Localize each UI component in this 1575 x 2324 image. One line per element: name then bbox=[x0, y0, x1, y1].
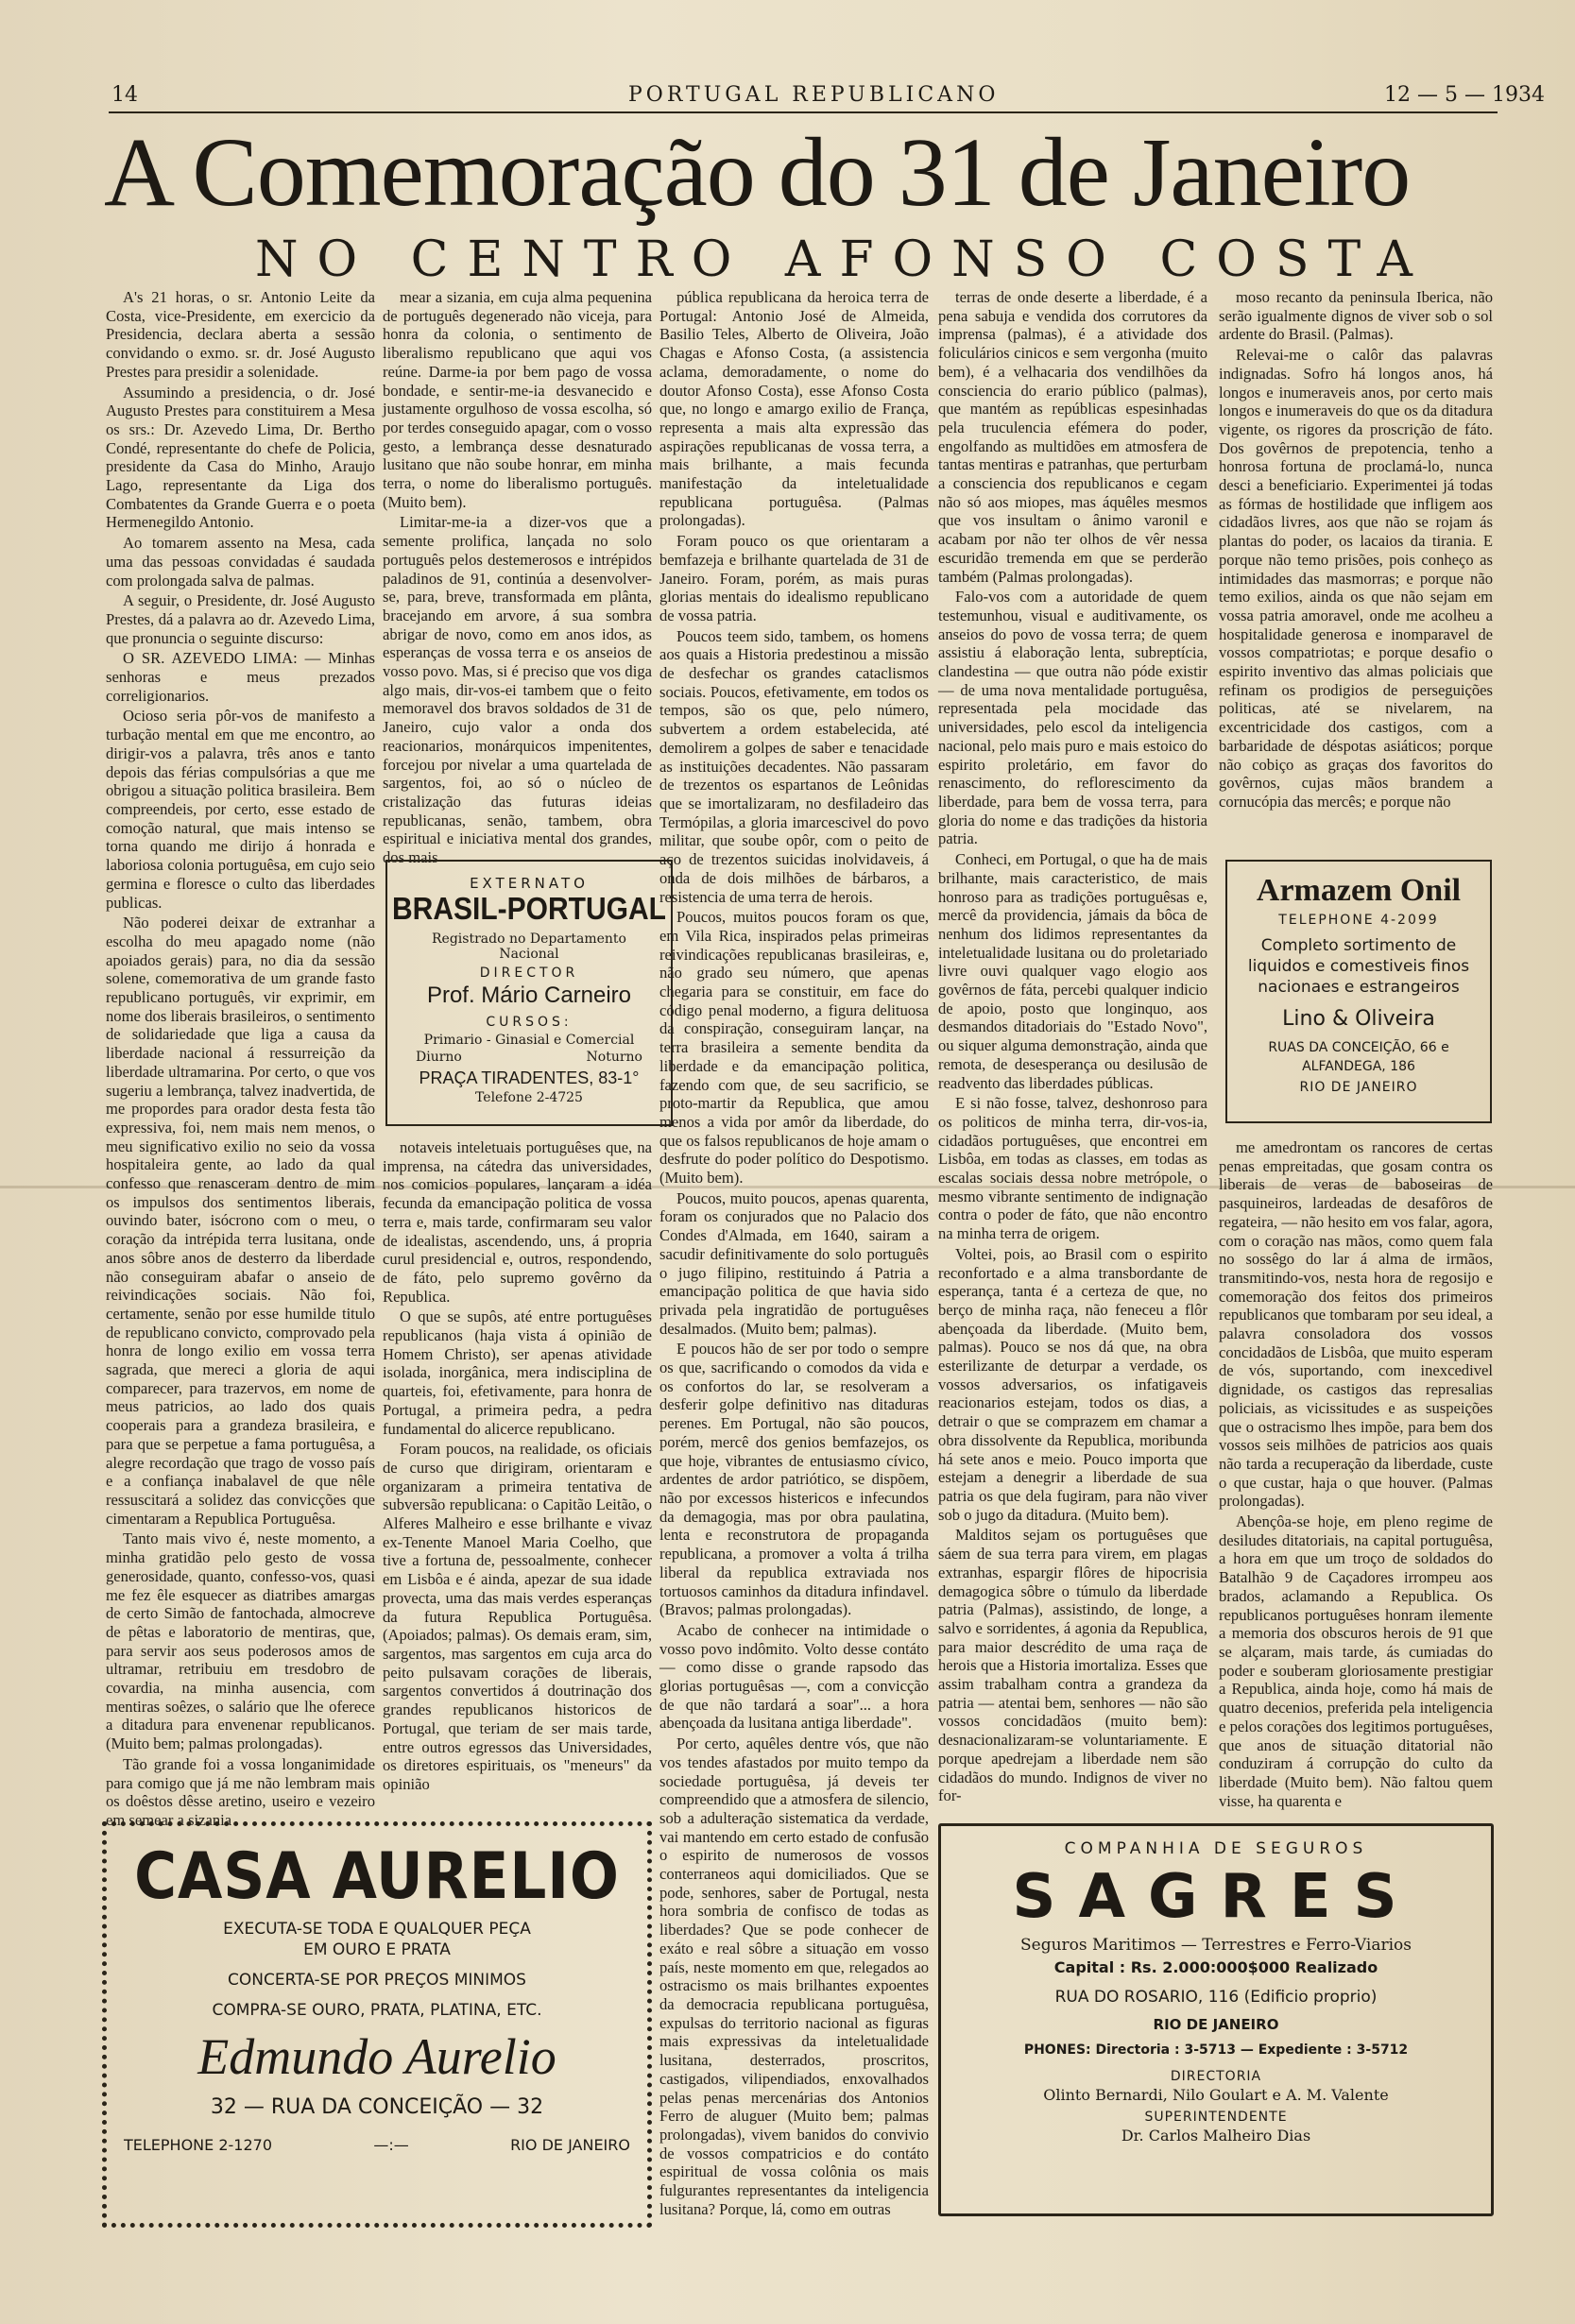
ad-casa-aurelio bbox=[102, 1821, 652, 2228]
ad-store-name: Armazem Onil bbox=[1256, 873, 1462, 908]
ad-store-name: CASA AURELIO bbox=[134, 1839, 620, 1914]
paragraph: Foram poucos, na realidade, os oficiais de curso que dirigiram, orientaram e organizaram a primeira tentativa de subversão republicana: o Capitão Leitão, o Alferes Malheiro e esse brilhante e vivaz ex-Tenente Manoel Maria Coelho, que tive a fortuna de, pessoalmente, conhecer em Lisbôa e é ainda, apezar de sua idade provecta, uma das mais verdes esperanças da futura Republica Portuguêsa. (Apoiados; palmas). Os demais eram, sim, sargentos, mas sargentos em cuja arca do peito pulsavam corações de liberais, sargentos convertidos á doutrinação dos grandes republicanos historicos de Portugal, que teriam de ser mais tarde, entre outros egressos das Universidades, os diretores espirituais, os "meneurs" da opinião bbox=[383, 1440, 652, 1793]
ad-insurance-types: Seguros Maritimos — Terrestres e Ferro-Viarios bbox=[1019, 1936, 1412, 1955]
ad-address: PRAÇA TIRADENTES, 83-1° bbox=[419, 1068, 640, 1087]
paragraph: Poucos teem sido, tambem, os homens aos quais a Historia predestinou a missão de desfechar os grandes cataclismos sociais. Poucos, efetivamente, em todos os tempos, são os que, pelo número, subvertem a ordem estabelecida, até demolirem a golpes de saber e tenacidade as instituições decadentes. Não passaram de trezentos os espartanos de Leônidas que se imortalizaram, no desfiladeiro das Termópilas, a gloria imarcescivel do povo militar, que soube opôr, com o peito de aço de trezentos suicidas inolvidaveis, á onda de dois milhões de bárbaros, a resistencia de uma terra de herois. bbox=[659, 626, 929, 906]
ad-line: CONCERTA-SE POR PREÇOS MINIMOS bbox=[228, 1971, 526, 1990]
paragraph: Falo-vos com a autoridade de quem testemunhou, visual e auditivamente, os anseios do povo de vossa terra; de quem assistiu á elaboração lenta, subreptícia, clandestina — que outra não póde existir — de uma nova mentalidade portuguêsa, representada pela mocidade das universidades, pelo escol da inteligencia nacional, pelo mais puro e mais estoico do espirito proletário, em favor do renascimento, do reflorescimento da liberdade, para bem de vossa terra, para gloria do nome e das tradições da historia patria. bbox=[938, 588, 1207, 848]
paragraph: Ocioso seria pôr-vos de manifesto a turbação mental em que me encontro, ao dirigir-vos a palavra, três anos e tanto depois das férias compulsórias a que me obrigou a situação politica brasileira. Bem compreendeis, por certo, esse estado de comoção natural, que mais intenso se torna quando me dirijo á honrada e laboriosa colonia portuguêsa, em cujo seio germina e floresce o culto das liberdades publicas. bbox=[106, 707, 375, 912]
ad-city: RIO DE JANEIRO bbox=[510, 2136, 630, 2154]
ad-phone: TELEPHONE 2-1270 bbox=[124, 2136, 273, 2154]
paragraph: Conheci, em Portugal, o que ha de mais brilhante, mais caracteristico, de mais honroso para as tradições portuguêsas e, mercê da providencia, jámais da bôca de nenhum dos lidimos representantes da inteletualidade lusitana ou do proletariado livre ouvi qualquer vago elogio aos govêrnos de fáta, percebi qualquer indicio de apoio, posto que longinquo, aos desmandos ditadoriais do "Estado Novo", ou siquer alguma demonstração, ainda que remota, de desesperança ou desilusão de readvento das liberdades públicas. bbox=[938, 850, 1207, 1092]
newspaper-name: PORTUGAL REPUBLICANO bbox=[628, 83, 1000, 107]
header-rule bbox=[109, 111, 1498, 113]
headline: A Comemoração do 31 de Janeiro bbox=[104, 118, 1411, 227]
ad-address: RUAS DA CONCEIÇÃO, 66 e ALFANDEGA, 186 bbox=[1268, 1040, 1449, 1074]
ad-courses: Primario - Ginasial e Comercial bbox=[423, 1033, 635, 1048]
ad-superintendent: Dr. Carlos Malheiro Dias bbox=[1121, 2127, 1311, 2145]
ad-registration: Registrado no Departamento Nacional bbox=[432, 931, 626, 962]
ad-directors: Olinto Bernardi, Nilo Goulart e A. M. Valente bbox=[1043, 2086, 1389, 2104]
ad-line: EM OURO E PRATA bbox=[303, 1940, 451, 1959]
paragraph: O SR. AZEVEDO LIMA: — Minhas senhoras e meus prezados correligionarios. bbox=[106, 649, 375, 705]
ad-sagres-insurance bbox=[938, 1823, 1494, 2216]
paragraph: O que se supôs, até entre portuguêses republicanos (haja vista á opinião de Homem Christo), ser apenas atividade isolada, inorgânica, mera indisciplina de quarteis, foi, efetivamente, para honra de Portugal, a primeira pedra, a pedra fundamental do alicerce republicano. bbox=[383, 1307, 652, 1438]
ad-company-label: COMPANHIA DE SEGUROS bbox=[1064, 1839, 1368, 1858]
ad-address: RUA DO ROSARIO, 116 (Edificio proprio) bbox=[1054, 1988, 1378, 2007]
paragraph: moso recanto da peninsula Iberica, não serão igualmente dignos de viver sob o sol ardente do Brasil. (Palmas). bbox=[1219, 288, 1493, 344]
article-column-2-top bbox=[383, 288, 652, 867]
ad-courses-label: CURSOS: bbox=[486, 1015, 573, 1030]
ad-owners: Lino & Oliveira bbox=[1282, 1007, 1435, 1031]
page-number: 14 bbox=[111, 83, 138, 107]
paragraph: Limitar-me-ia a dizer-vos que a semente prolifica, lançada no solo português pelos destemerosos e intrépidos paladinos de 91, continúa a desenvolver-se, para, breve, transformada em plânta, bracejando em arvore, á sua sombra abrigar de novo, como em anos idos, as esperanças de vossa terra e os anseios de vosso povo. Mas, si é preciso que vos diga algo mais, dir-vos-ei tambem que o feito memoravel dos bravos soldados de 31 de Janeiro, cujo valor a onda dos reacionarios, monárquicos impenitentes, forcejou por nivelar a uma quartelada de sargentos, foi, ao só o núcleo de cristalização das futuras ideias republicanas, senão, tambem, obra espiritual e iniciativa mental dos grandes, dos mais bbox=[383, 513, 652, 867]
ad-city: RIO DE JANEIRO bbox=[1153, 2016, 1279, 2033]
article-column-5-top bbox=[1219, 288, 1493, 850]
paragraph: Relevai-me o calôr das palavras indignadas. Sofro há longos anos, há longos e inumeraveis anos, por certo mais longos e inumeraveis do que os da ditadura vigente, os rigores da proscrição de fáto. Dos govêrnos de prepotencia, tenho a honrosa fortuna de proclamá-lo, nunca desci a beneficiario. Experimentei já todas as fórmas de hostilidade que infligem aos cidadãos livres, aos que não se rojam ás plantas do poder, os lacaios da tirania. E porque não temo prisões, pois conheço as intimidades das masmorras; e porque não temo exilios, ainda os que não sejam em vossa patria amoravel, onde me acolheu a hospitalidade generosa e inomparavel de vossos compatriotas; e porque desafio o espirito inventivo das almas policiais que refinam os prodigios de perseguições politicas, até se nivelarem, na excentricidade dos castigos, com a barbaridade de déspotas asiáticos; porque não cobiço as graças dos favoritos do govêrnos, cujas mãos brandem a cornucópia das mercês; e porque não bbox=[1219, 346, 1493, 811]
ad-externato-brasil-portugal bbox=[385, 860, 673, 1126]
article-column-2-bottom bbox=[383, 1138, 652, 1811]
ad-separator: —:— bbox=[373, 2136, 409, 2154]
paragraph: Não poderei deixar de extranhar a escolha do meu apagado nome (não apoiados gerais) para, no dia da sessão solene, comemorativa de um grande fasto republicano português, vir exprimir, em nome dos liberais brasileiros, o sentimento de solidariedade que liga a causa da liberdade nacional á ressurreição da liberdade ultramarina. Por certo, o que vos sugeriu a lembrança, talvez inadvertida, de me propordes para orador desta festa tão expressiva, foi, nem mais nem menos, o meu significativo exilio no seio da vossa hospitaleira gente, ao lado da qual confesso que renasceram dentro de mim os impulsos dos sentimentos liberais, ouvindo bater, isócrono com o meu, o coração da intrépida terra lusitana, onde anos sôbre anos de desterro da liberdade não conseguiram abafar o anseio de reivindicações sociais. Não foi, certamente, senão por esse humilde titulo de republicano convicto, comprovado pela honra de longo exilio em vossa terra sagrada, que mereci a gloria de aqui comparecer, para trazervos, em nome de meus patricios, ao lado dos quais cooperais para a grandeza brasileira, e para que se perpetue a fama portuguêsa, a alegre recordação que trago de vosso país e a confiança inabalavel de que nêle ressuscitará a solidez das convicções que cimentaram a Republica Portuguêsa. bbox=[106, 914, 375, 1528]
paragraph: Acabo de conhecer na intimidade o vosso povo indômito. Volto desse contáto — como disse o grande rapsodo das glorias portuguêsas —, com a convicção de que não tardará a soar"... a hora abençoada da lusitana antiga liberdade". bbox=[659, 1620, 929, 1733]
ad-footer bbox=[124, 2136, 630, 2154]
article-column-5-bottom bbox=[1219, 1138, 1493, 1814]
ad-description: Completo sortimento de liquidos e comestiveis finos nacionaes e estrangeiros bbox=[1247, 936, 1470, 997]
ad-capital: Capital : Rs. 2.000:000$000 Realizado bbox=[1053, 1958, 1378, 1976]
paragraph: pública republicana da heroica terra de Portugal: Antonio José de Almeida, Basilio Teles, Alberto de Oliveira, João Chagas e Afonso Costa, (a assistencia aclama, demoradamente, o nome do doutor Afonso Costa), esse Afonso Costa que, no longo e amargo exilio de França, representa a mais alta expressão das aspirações republicanas de vossa terra, a mais brilhante, a mais fecunda manifestação da inteletualidade republicana portuguêsa. (Palmas prolongadas). bbox=[659, 288, 929, 530]
ad-director-name: Prof. Mário Carneiro bbox=[426, 983, 632, 1008]
paragraph: Poucos, muitos poucos foram os que, em Vila Rica, inspirados pelas primeiras reivindicações republicanas brasileiras, e, não grado seu número, que apenas chegaria para se constituir, em face do código penal moderno, a figura delituosa da conspiração, conseguiram lançar, na terra brasileira a semente bendita da liberdade e da emancipação politica, fazendo com que, de seu sacrificio, se proto-martir da Republica, que amou menos a vida por amôr da liberdade, do que os falsos republicanos de hoje amam o desfrute do poder político do Despotismo. (Muito bem). bbox=[659, 908, 929, 1188]
ad-schedule-night: Noturno bbox=[586, 1050, 642, 1065]
paragraph: Malditos sejam os portuguêses que sáem de sua terra para virem, em plagas extranhas, espargir flôres de hipocrisia demagogica sôbre o túmulo da liberdade patria (Palmas), assistindo, de longe, a salvo e sorridentes, á agonia da Republica, para maior descrédito de uma raça de herois que a Historia imortaliza. Esses que assim trabalham contra a grandeza da patria — atentai bem, senhores — não são vossos concidadãos (muito bem): desnacionalizaram-se voluntariamente. E porque apedrejam a liberdade nem são cidadãos do mundo. Indignos de viver no for- bbox=[938, 1526, 1207, 1805]
paragraph: A's 21 horas, o sr. Antonio Leite da Costa, vice-Presidente, em exercicio da Presidencia, declara aberta a sessão convidando o exmo. sr. dr. José Augusto Prestes para presidir a solenidade. bbox=[106, 288, 375, 381]
paragraph: terras de onde deserte a liberdade, é a pena sabuja e vendida dos corrutores da imprensa (palmas), é a atividade dos foliculários cinicos e sem vergonha (muito bem), é a velhacaria dos vendilhões da consciencia do erario público (palmas), que mantém as repúblicas espesinhadas pela truculencia efémera do poder, engolfando as multidões em atmosfera de tantas mentiras e patranhas, que perturbam a consciencia dos republicanos e cegam não só aos miopes, mas áquêles mesmos que vos insultam o ânimo varonil e acabam por não ter olhos de vêr nessa escuridão tremenda em que se perderão também (Palmas prolongadas). bbox=[938, 288, 1207, 586]
paragraph: me amedrontam os rancores de certas penas empreitadas, que gosam contra os liberais de veras de baboseiras de pasquineiros, lardeadas de desafôros de regateira, — não hesito em vos falar, agora, com o coração nas mãos, como quem fala no sossêgo do lar á alma de irmãos, transmitindo-vos, nesta hora de regosijo e comemoração dos feitos dos primeiros republicanos que tombaram por seu ideal, a palavra consoladora dos vossos concidadãos de Lisbôa, que muito esperam de vós, suportando, com inexcedivel dignidade, os castigos das represalias policiais, as vicissitudes e as suspeições que o ostracismo lhes impõe, para bem dos vossos seis milhões de patricios aos quais não tarda a recuperação da liberdade, custe o que custar, haja o que houver. (Palmas prolongadas). bbox=[1219, 1138, 1493, 1511]
article-column-3 bbox=[659, 288, 929, 2218]
ad-schedule-day: Diurno bbox=[416, 1050, 462, 1065]
ad-address: 32 — RUA DA CONCEIÇÃO — 32 bbox=[210, 2095, 544, 2119]
paragraph: Abençôa-se hoje, em pleno regime de desiludes ditatoriais, na capital portuguêsa, a hora em que um troço de soldados do Batalhão 9 de Caçadores irrompeu aos brados, aclamando a Republica. Os republicanos portuguêses honram ilemente a memoria dos obscuros herois de 91 que se alçaram, mais tarde, ás cumiadas do poder e souberam gloriosamente prestigiar a Republica, ainda hoje, como há mais de quatro decenios, preferida pela inteligencia e pelos corações dos legitimos portuguêses, que anos de situação ditatorial não conduziram á corrupção do culto da liberdade (Muito bem). Não faltou quem visse, ha quarenta e bbox=[1219, 1512, 1493, 1810]
ad-superintendent-label: SUPERINTENDENTE bbox=[1144, 2110, 1288, 2125]
paragraph: Tão grande foi a vossa longanimidade para comigo que já me não lembram mais os doêstos dêsse aretino, useiro e vezeiro em semear a sizania bbox=[106, 1754, 375, 1829]
paragraph: A seguir, o Presidente, dr. José Augusto Prestes, dá a palavra ao dr. Azevedo Lima, que pronuncia o seguinte discurso: bbox=[106, 591, 375, 647]
ad-line: COMPRA-SE OURO, PRATA, PLATINA, ETC. bbox=[212, 2001, 542, 2020]
ad-phone: Telefone 2-4725 bbox=[475, 1090, 583, 1105]
paragraph: Tanto mais vivo é, neste momento, a minha gratidão pelo gesto de vossa generosidade, quanto, confesso-vos, quasi me fez êle esquecer as diatribes amargas de certo Simão de fantochada, almocreve de pêtas e laboratorio de mentiras, que, para servir aos seus poderosos amos de ultramar, retribuiu em tresdobro de covardia, na minha ausencia, com mentiras soêzes, o salário que lhe oferece a ditadura para envenenar republicanos. (Muito bem; palmas prolongadas). bbox=[106, 1529, 375, 1753]
ad-label: EXTERNATO bbox=[470, 875, 589, 892]
paragraph: mear a sizania, em cuja alma pequenina de português degenerado não viceja, para honra da colonia, o sentimento de liberalismo republicano que aqui vos reúne. Darme-ia por bem pago de vossa bondade, e sentir-me-ia desvanecido e justamente orgulhoso de vossa escolha, só por terdes conseguido apagar, com o vosso gesto, a lembrança desse desnaturado lusitano que não soube honrar, em minha terra, o nome do liberalismo português. (Muito bem). bbox=[383, 288, 652, 511]
paragraph: Foram pouco os que orientaram a bemfazeja e brilhante quartelada de 31 de Janeiro. Foram, porém, as mais puras glorias mentais do idealismo republicano de vossa patria. bbox=[659, 532, 929, 624]
subheadline: NO CENTRO AFONSO COSTA bbox=[255, 231, 1431, 288]
paragraph: E si não fosse, talvez, deshonroso para os politicos de minha terra, dir-vos-ia, cidadãos portuguêses, que encontrei em Lisbôa, em todas as classes, em todas as escalas sociais dessa nobre metrópole, o mesmo vibrante sentimento de indignação contra o poder de fáto, que não encontro na minha terra de origem. bbox=[938, 1094, 1207, 1243]
article-column-4 bbox=[938, 288, 1207, 1814]
issue-date: 12 — 5 — 1934 bbox=[1384, 83, 1545, 107]
ad-company-name: SAGRES bbox=[1012, 1862, 1420, 1932]
paragraph: Por certo, aquêles dentre vós, que não vos tendes afastados por muito tempo da sociedade portuguêsa, já deveis ter compreendido que a atmosfera de silencio, sob a adulteração sistematica da verdade, vai mantendo em certo estado de confusão o espirito de numerosos de vossos conterraneos aqui domiciliados. Que se pode, senhores, saber de Portugal, nesta hora sombria de confisco de todas as liberdades? Que se pode conhecer de exáto e real sôbre a situação em vosso país, neste momento em que, relegados ao ostracismo os mais brilhantes expoentes da democracia republicana portuguêsa, expulsas do territorio nacional as figuras mais expressivas da inteletualidade lusitana, desterrados, proscritos, castigados, vilipendiados, enxovalhados pelas penas mercenárias dos Antonios Ferro de aluguer (Muito bem; palmas prolongadas), vivem banidos do convivio de vossos compatricios e do contáto espiritual de vossa colônia os mais fulgurantes representantes da inteligencia lusitana? Porque, lá, como em outras bbox=[659, 1734, 929, 2218]
article-column-1 bbox=[106, 288, 375, 1829]
ad-owner: Edmundo Aurelio bbox=[197, 2028, 556, 2085]
paragraph: Assumindo a presidencia, o dr. José Augusto Prestes para constituirem a Mesa os srs.: Dr. Azevedo Lima, Dr. Bertho Condé, representante do chefe de Policia, presidente da Casa do Minho, Araujo Lago, representante da Liga dos Combatentes da Grande Guerra e o poeta Hermenegildo Antonio. bbox=[106, 383, 375, 532]
paragraph: Poucos, muito poucos, apenas quarenta, foram os conjurados que no Palacio dos Condes d'Almada, em 1640, sairam a sacudir definitivamente do solo português o jugo filipino, restituindo á Patria a emancipação politica de que havia sido privada pela ingratidão de portuguêses desalmados. (Muito bem; palmas). bbox=[659, 1188, 929, 1338]
ad-phone: TELEPHONE 4-2099 bbox=[1278, 913, 1439, 928]
ad-city: RIO DE JANEIRO bbox=[1299, 1080, 1418, 1095]
ad-armazem-onil bbox=[1225, 860, 1492, 1123]
ad-director-label: DIRECTOR bbox=[479, 965, 579, 981]
ad-phones: PHONES: Directoria : 3-5713 — Expediente : 3-5712 bbox=[1023, 2042, 1409, 2058]
paragraph: Ao tomarem assento na Mesa, cada uma das pessoas convidadas é saudada com prolongada salva de palmas. bbox=[106, 534, 375, 590]
paragraph: E poucos hão de ser por todo o sempre os que, sacrificando o comodos da vida e os confortos do lar, se resolveram a desferir golpe definitivo nas ditaduras perenes. Em Portugal, não são poucos, porém, mercê dos genios bemfazejos, os que hoje, vibrantes de entusiasmo cívico, ardentes de ardor patriótico, se dispõem, não por excessos histericos e infecundos da demagogia, mas por obra paulatina, lenta e reconstrutora de propaganda republicana, a promover a volta á trilha liberal da republica extraviada nos tortuosos caminhos da ditadura infindavel. (Bravos; palmas prolongadas). bbox=[659, 1340, 929, 1619]
ad-school-name: BRASIL-PORTUGAL bbox=[392, 892, 666, 927]
ad-line: EXECUTA-SE TODA E QUALQUER PEÇA bbox=[223, 1920, 531, 1939]
ad-directors-label: DIRECTORIA bbox=[1170, 2069, 1262, 2084]
ad-schedule bbox=[416, 1050, 642, 1065]
paragraph: Voltei, pois, ao Brasil com o espirito reconfortado e a alma transbordante de esperança, tanta é a certeza de que, no berço de minha raça, não feneceu a flôr abençoada da liberdade. (Muito bem, palmas). Pouco se nos dá que, na obra esterilizante de deturpar a verdade, os vossos adversarios, os infatigaveis reacionarios estejam, todos os dias, a detrair o que se comprazem em chamar a obra dissolvente da Republica, moribunda há sete anos e meio. Pouco importa que estejam a denegrir a liberdade de sua patria os que dela fugiram, para não viver sob o jugo da ditadura. (Muito bem). bbox=[938, 1244, 1207, 1524]
paragraph: notaveis inteletuais portuguêses que, na imprensa, na cátedra das universidades, nos comicios populares, lançaram a idéa fecunda da emancipação politica de vossa terra e, mais tarde, confirmaram seu valor de idealistas, ascendendo, uns, á propria curul presidencial e, outros, respondendo, de fáto, pelo supremo govêrno da Republica. bbox=[383, 1138, 652, 1306]
